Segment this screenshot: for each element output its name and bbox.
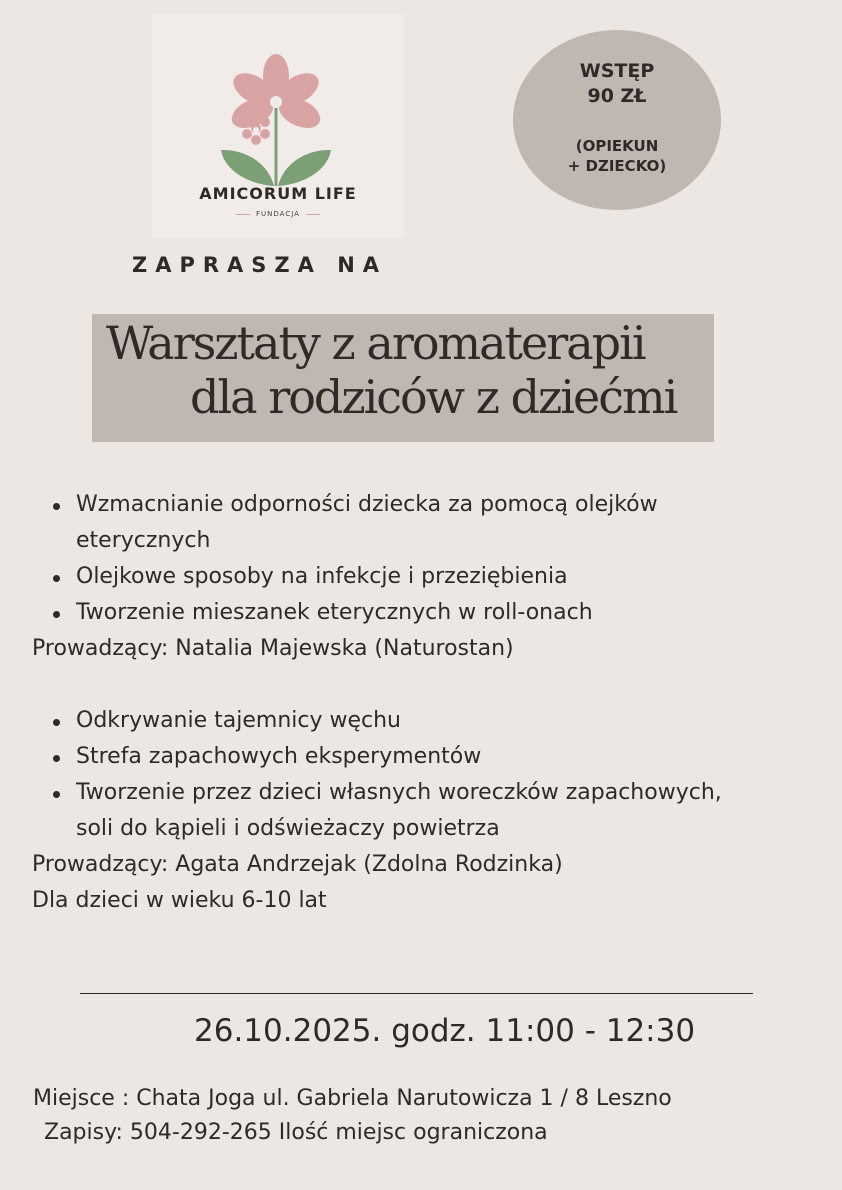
badge-price: 90 ZŁ: [587, 85, 647, 107]
invite-heading: ZAPRASZA NA: [132, 253, 388, 277]
list-item: Odkrywanie tajemnicy węchu: [76, 708, 402, 733]
leader-2: Prowadzący: Agata Andrzejak (Zdolna Rodzinka): [32, 852, 563, 877]
logo-name: AMICORUM LIFE: [199, 184, 357, 203]
event-place: Miejsce : Chata Joga ul. Gabriela Narutowicza 1 / 8 Leszno: [33, 1086, 672, 1111]
list-item: Olejkowe sposoby na infekcje i przeziębienia: [76, 564, 568, 589]
title-box: [92, 314, 714, 442]
age-info: Dla dzieci w wieku 6-10 lat: [32, 888, 327, 913]
event-datetime: 26.10.2025. godz. 11:00 - 12:30: [194, 1013, 696, 1049]
leader-1: Prowadzący: Natalia Majewska (Naturostan): [32, 636, 514, 661]
logo-subtitle: FUNDACJA: [152, 210, 404, 218]
title-line-1: Warsztaty z aromaterapii: [106, 316, 645, 370]
divider: [80, 993, 753, 994]
badge-note-2: + DZIECKO): [567, 157, 667, 175]
event-signup: Zapisy: 504-292-265 Ilość miejsc ograniczona: [44, 1120, 548, 1145]
badge-label: WSTĘP: [579, 60, 655, 82]
title-line-2: dla rodziców z dziećmi: [190, 370, 677, 424]
flower-icon: [216, 54, 336, 189]
logo: [152, 14, 404, 238]
badge-note-1: (OPIEKUN: [575, 137, 659, 155]
list-item: Wzmacnianie odporności dziecka za pomocą olejków: [76, 492, 658, 517]
price-badge: [513, 30, 721, 210]
list-item: Strefa zapachowych eksperymentów: [76, 744, 482, 769]
list-item-continuation: soli do kąpieli i odświeżaczy powietrza: [76, 816, 500, 841]
list-item-continuation: eterycznych: [76, 528, 211, 553]
list-item: Tworzenie mieszanek eterycznych w roll-onach: [76, 600, 593, 625]
list-item: Tworzenie przez dzieci własnych woreczków zapachowych,: [76, 780, 722, 805]
